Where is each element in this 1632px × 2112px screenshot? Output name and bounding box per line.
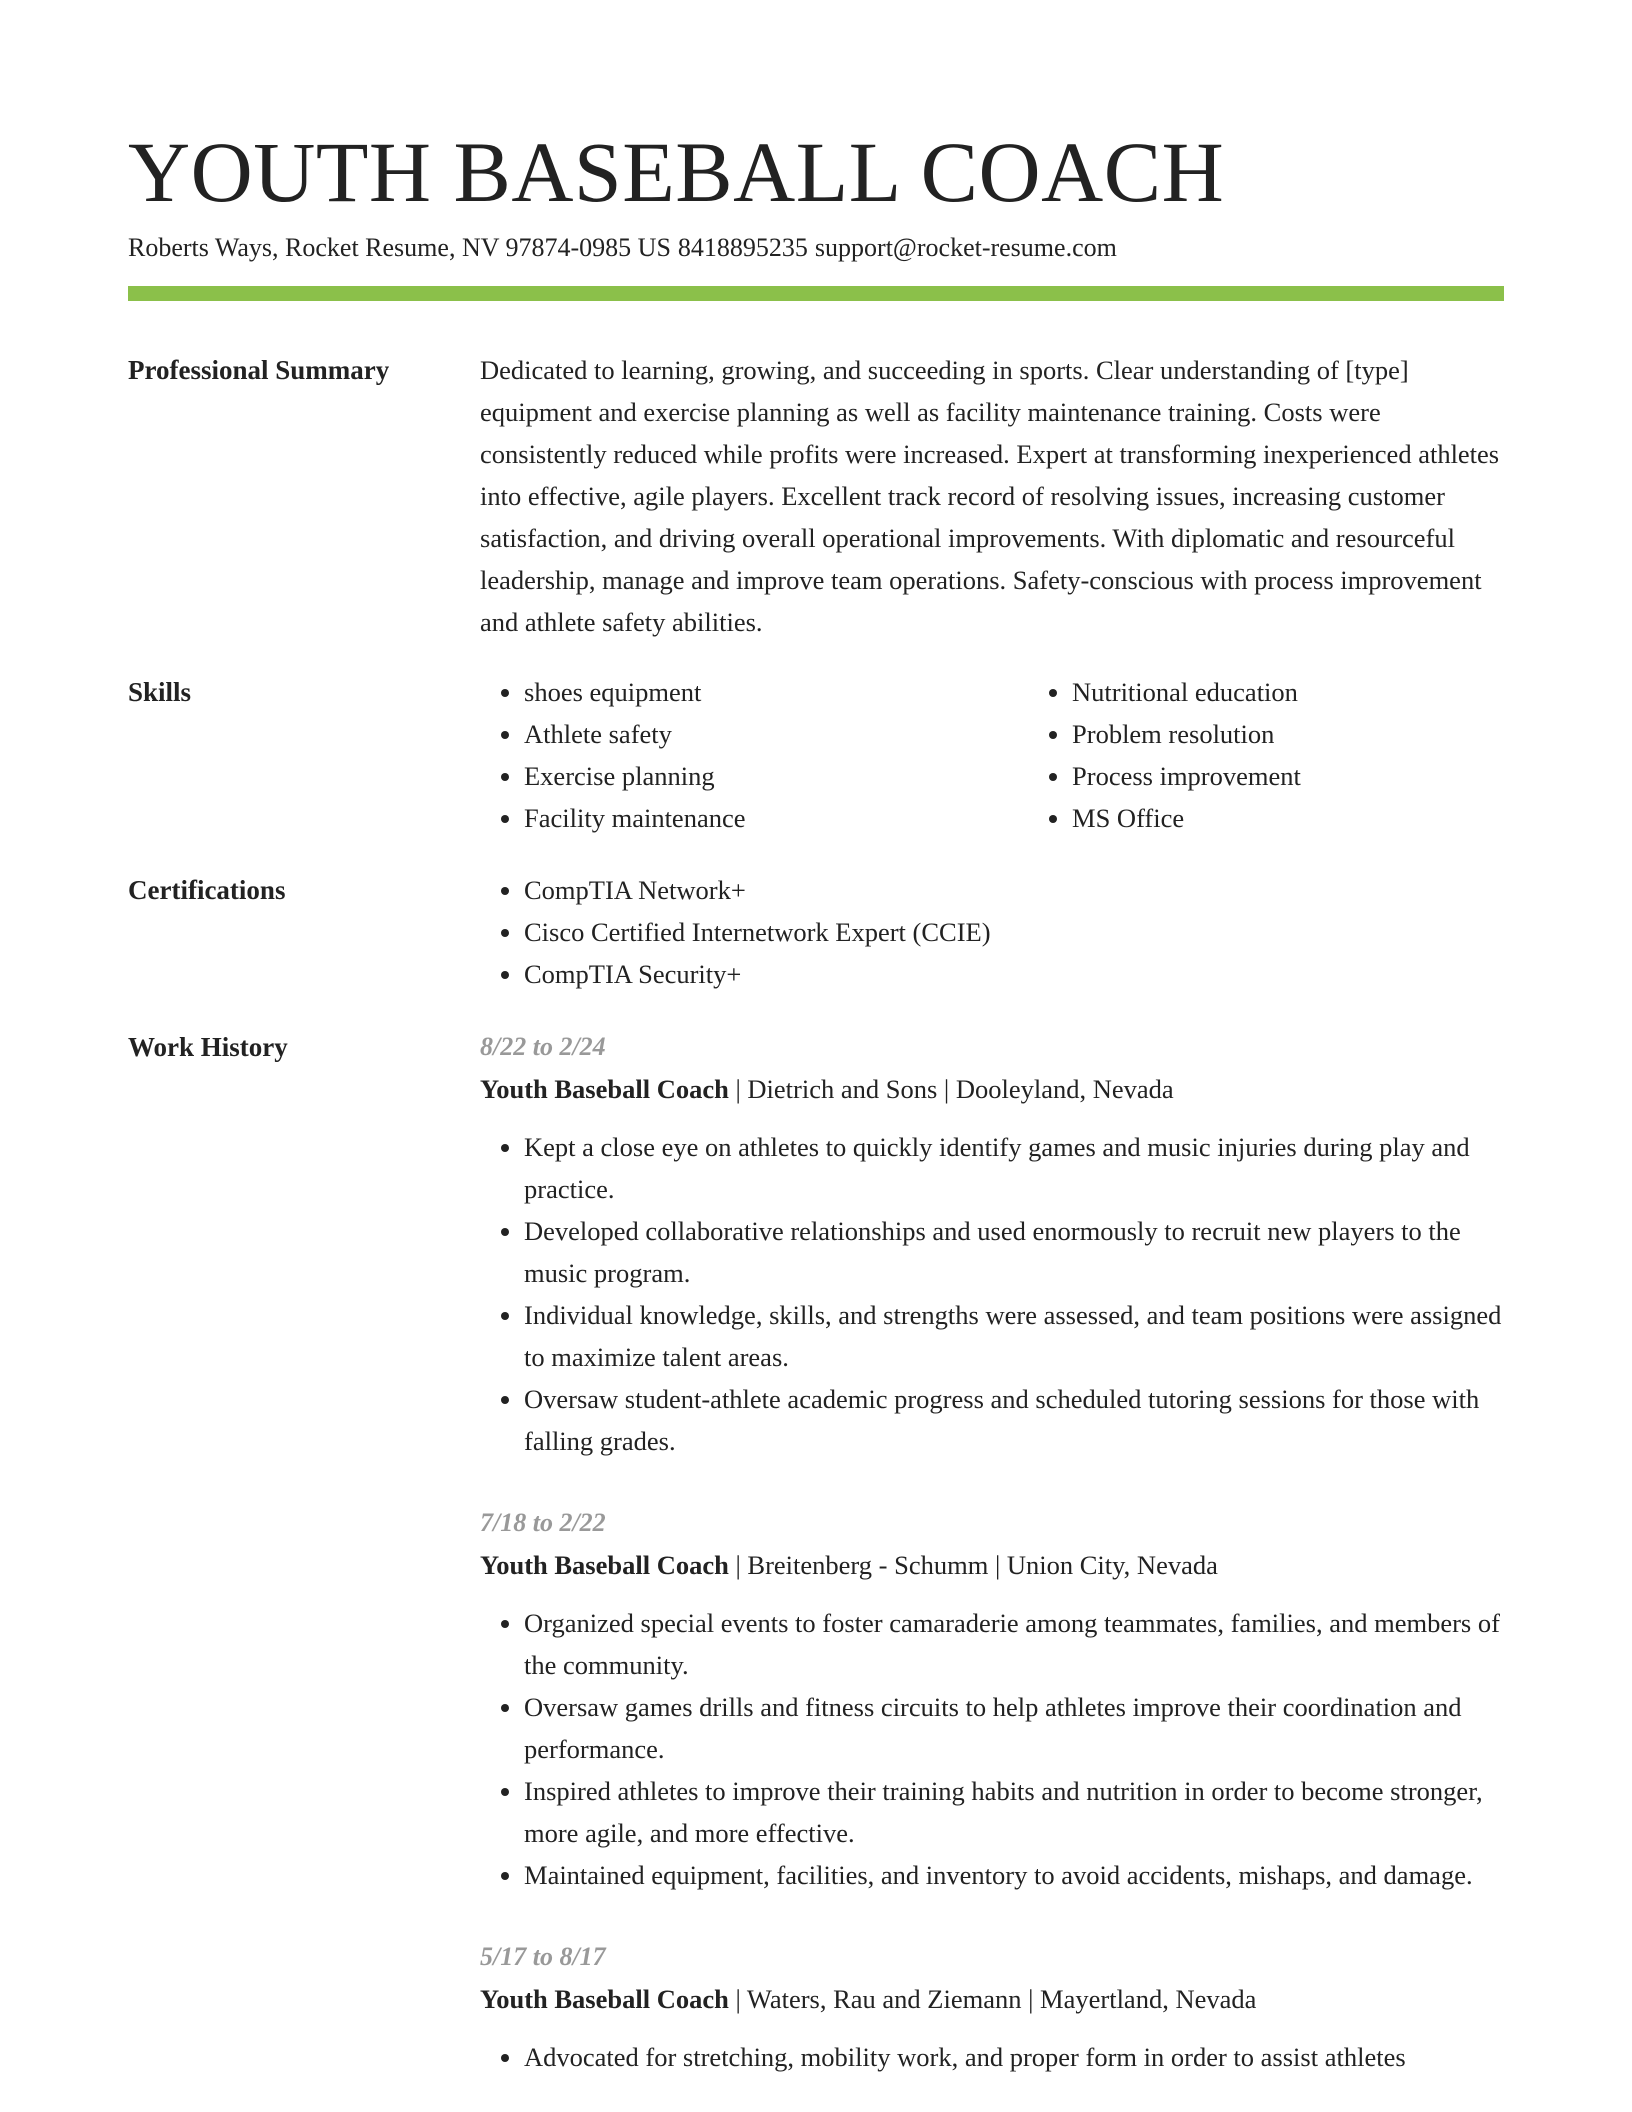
job-bullets — [480, 1602, 1504, 1896]
contact-phone: 8418895235 — [677, 233, 808, 262]
job-heading — [480, 1544, 1504, 1586]
certifications-list — [480, 869, 1504, 995]
job-bullet: • Individual knowledge, skills, and strengths were assessed, and team positions were assigned to maximize talent areas. — [524, 1294, 1504, 1378]
certifications-heading: Certifications — [128, 875, 286, 905]
job-bullet: • Oversaw student-athlete academic progress and scheduled tutoring sessions for those with falling grades. — [524, 1378, 1504, 1462]
skills-list-right — [1028, 671, 1532, 839]
skills-heading: Skills — [128, 677, 192, 707]
job-bullets — [480, 2036, 1504, 2078]
job-heading — [480, 1978, 1504, 2020]
summary-body — [480, 349, 1504, 643]
job-details: | Dietrich and Sons | Dooleyland, Nevada — [735, 1074, 1174, 1104]
job-bullet: • Developed collaborative relationships and used enormously to recruit new players to the music program. — [524, 1210, 1504, 1294]
job-bullet: • Advocated for stretching, mobility work, and proper form in order to assist athletes — [524, 2036, 1504, 2078]
skill-item: • Facility maintenance — [524, 797, 984, 839]
skill-item: • Athlete safety — [524, 713, 984, 755]
work-history-heading: Work History — [128, 1032, 288, 1062]
job-dates: 8/22 to 2/24 — [480, 1032, 606, 1061]
job-bullet: • Oversaw games drills and fitness circuits to help athletes improve their coordination and performance. — [524, 1686, 1504, 1770]
job-title: Youth Baseball Coach — [480, 1550, 729, 1580]
job-bullet: • Kept a close eye on athletes to quickly identify games and music injuries during play and practice. — [524, 1126, 1504, 1210]
job-heading — [480, 1068, 1504, 1110]
job-bullets — [480, 1126, 1504, 1462]
job-dates: 7/18 to 2/22 — [480, 1508, 606, 1537]
job-title: Youth Baseball Coach — [480, 1984, 729, 2014]
job-title: Youth Baseball Coach — [480, 1074, 729, 1104]
certification-item: • Cisco Certified Internetwork Expert (CCIE) — [524, 911, 1504, 953]
job-bullet: • Maintained equipment, facilities, and inventory to avoid accidents, mishaps, and damage. — [524, 1854, 1504, 1896]
job-bullet: • Organized special events to foster camaraderie among teammates, families, and members of the community. — [524, 1602, 1504, 1686]
skills-list-left — [480, 671, 984, 839]
job-details: | Waters, Rau and Ziemann | Mayertland, Nevada — [735, 1984, 1257, 2014]
skill-item: • Problem resolution — [1072, 713, 1532, 755]
header-divider — [128, 286, 1504, 301]
skill-item: • Process improvement — [1072, 755, 1532, 797]
summary-heading: Professional Summary — [128, 355, 390, 385]
job-bullet: • Inspired athletes to improve their training habits and nutrition in order to become stronger, more agile, and more effective. — [524, 1770, 1504, 1854]
skill-item: • MS Office — [1072, 797, 1532, 839]
job-details: | Breitenberg - Schumm | Union City, Nevada — [735, 1550, 1218, 1580]
contact-email: support@rocket-resume.com — [814, 233, 1117, 262]
skills-body — [480, 671, 1504, 839]
certification-item: • CompTIA Network+ — [524, 869, 1504, 911]
job-entry — [480, 1502, 1504, 1896]
skill-item: • Exercise planning — [524, 755, 984, 797]
resume-title: YOUTH BASEBALL COACH — [128, 124, 1225, 220]
skill-item: • Nutritional education — [1072, 671, 1532, 713]
skill-item: • shoes equipment — [524, 671, 984, 713]
certification-item: • CompTIA Security+ — [524, 953, 1504, 995]
contact-address: Roberts Ways, Rocket Resume, NV 97874-0985 US — [128, 233, 671, 262]
job-dates: 5/17 to 8/17 — [480, 1942, 606, 1971]
job-entry — [480, 1936, 1504, 2078]
contact-line — [128, 230, 1117, 266]
work-history-body — [480, 1026, 1504, 2078]
certifications-body — [480, 869, 1504, 995]
job-entry — [480, 1026, 1504, 1462]
summary-text: Dedicated to learning, growing, and succeeding in sports. Clear understanding of [type] equipment and exercise planning as well as facility maintenance training. Costs were consistently reduced while profits were increased. Expert at transforming inexperienced athletes into effective, agile players. Excellent track record of resolving issues, increasing customer satisfaction, and driving overall operational improvements. With diplomatic and resourceful leadership, manage and improve team operations. Safety-conscious with process improvement and athlete safety abilities. — [480, 355, 1500, 637]
